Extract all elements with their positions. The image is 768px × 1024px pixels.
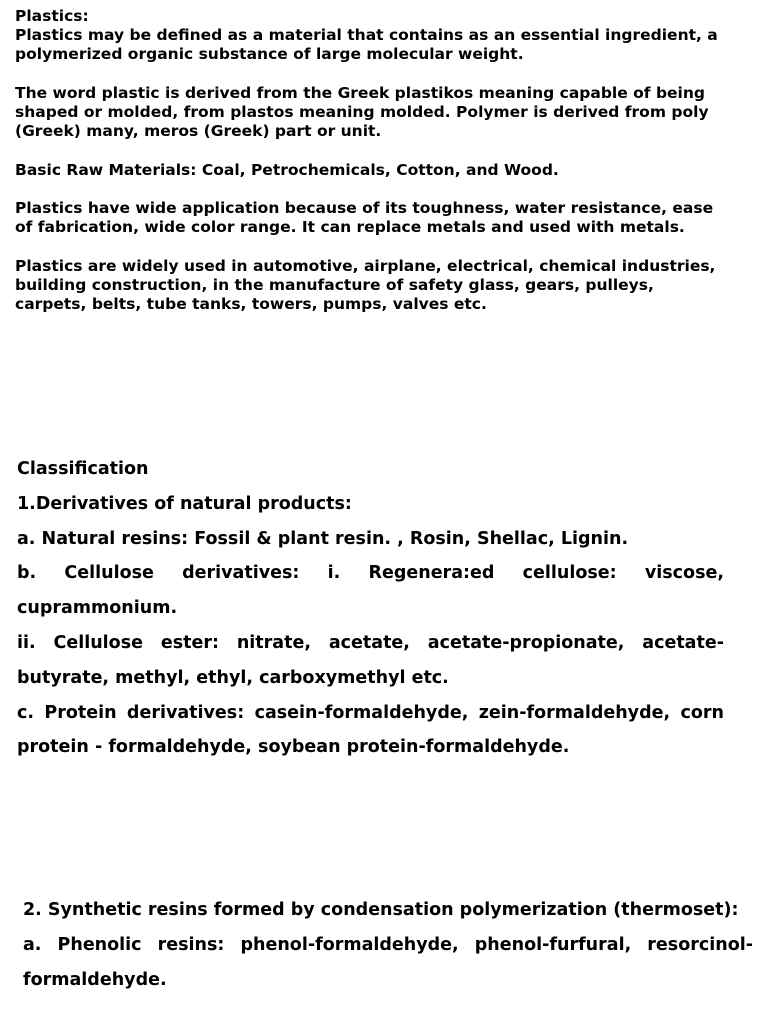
applications-paragraph: Plastics have wide application because of its toughness, water resistance, ease of fabrication, wide color range. It can replace metals and used with metals.: [15, 198, 714, 237]
classification-heading: Classification: [17, 459, 149, 479]
cellulose-ester-item: ii. Cellulose ester: nitrate, acetate, acetate-propionate, acetate-butyrate, methyl, ethyl, carboxymethyl etc.: [17, 632, 724, 688]
plastics-title: Plastics:: [15, 7, 89, 25]
definition-paragraph: Plastics may be defined as a material that contains as an essential ingredient, a polymerized organic substance of large molecular weight.: [15, 26, 718, 64]
natural-resins-item: a. Natural resins: Fossil & plant resin. , Rosin, Shellac, Lignin.: [17, 528, 629, 549]
synthetic-resins-heading: 2. Synthetic resins formed by condensation polymerization (thermoset):: [23, 900, 739, 920]
classification-section: [17, 452, 724, 765]
natural-derivatives-heading: 1.Derivatives of natural products:: [17, 493, 352, 514]
phenolic-resins-item: a. Phenolic resins: phenol-formaldehyde, phenol-furfural, resorcinol-formaldehyde.: [23, 935, 753, 990]
etymology-paragraph: The word plastic is derived from the Greek plastikos meaning capable of being shaped or molded, from plastos meaning molded. Polymer is derived from poly (Greek) many, meros (Greek) part or unit.: [15, 83, 709, 141]
raw-materials-paragraph: Basic Raw Materials: Coal, Petrochemicals, Cotton, and Wood.: [15, 160, 559, 179]
protein-derivatives-item: c. Protein derivatives: casein-formaldehyde, zein-formaldehyde, corn protein - formaldehyde, soybean protein-formaldehyde.: [17, 702, 724, 758]
synthetic-resins-section: [23, 893, 753, 998]
uses-paragraph: Plastics are widely used in automotive, airplane, electrical, chemical industries, building construction, in the manufacture of safety glass, gears, pulleys, carpets, belts, tube tanks, towers, pumps, valves etc.: [15, 256, 716, 313]
cellulose-derivatives-item: b. Cellulose derivatives: i. Regenera:ed cellulose: viscose, cuprammonium.: [17, 563, 724, 619]
intro-section: [15, 7, 727, 333]
